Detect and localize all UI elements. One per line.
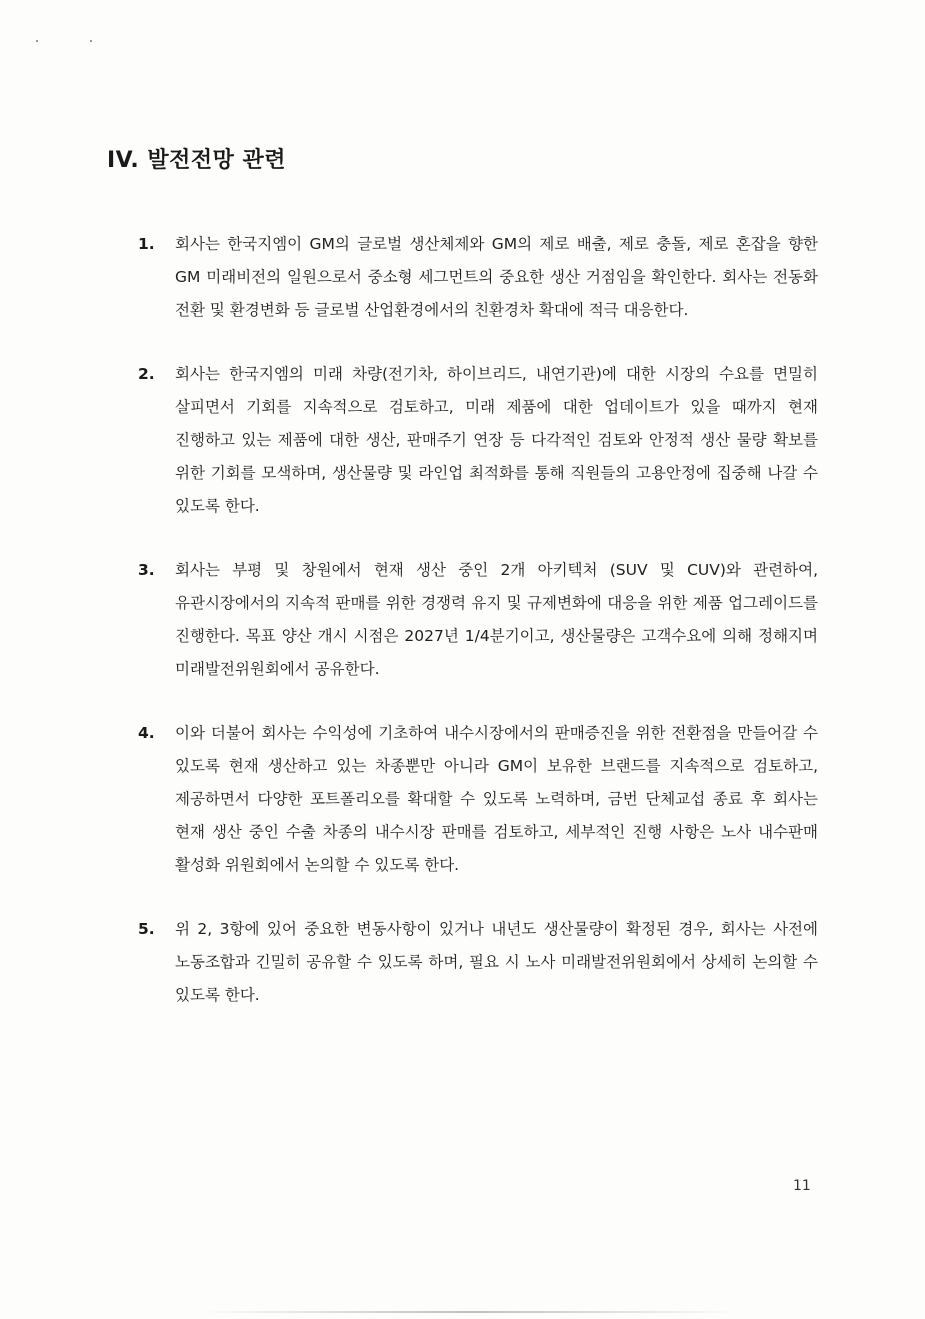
item-text: 이와 더불어 회사는 수익성에 기초하여 내수시장에서의 판매증진을 위한 전환점을 만들어갈 수 있도록 현재 생산하고 있는 차종뿐만 아니라 GM이 보유한 브랜드를 지속적으로 검토하고, 제공하면서 다양한 포트폴리오를 확대할 수 있도록 노력하며, 금번 단체교섭 종료 후 회사는 현재 생산 중인 수출 차종의 내수시장 판매를 검토하고, 세부적인 진행 사항은 노사 내수판매 활성화 위원회에서 논의할 수 있도록 한다. — [175, 724, 818, 874]
item-number: 1. — [138, 235, 155, 253]
list-item — [138, 913, 818, 1012]
item-list — [138, 228, 818, 1012]
scan-mark-dot — [90, 40, 92, 42]
scan-mark-dot — [36, 40, 38, 42]
item-text: 회사는 한국지엠이 GM의 글로벌 생산체제와 GM의 제로 배출, 제로 충돌, 제로 혼잡을 향한 GM 미래비전의 일원으로서 중소형 세그먼트의 중요한 생산 거점임을 확인한다. 회사는 전동화 전환 및 환경변화 등 글로벌 산업환경에서의 친환경차 확대에 적극 대응한다. — [175, 235, 818, 319]
item-text: 회사는 한국지엠의 미래 차량(전기차, 하이브리드, 내연기관)에 대한 시장의 수요를 면밀히 살피면서 기회를 지속적으로 검토하고, 미래 제품에 대한 업데이트가 있을 때까지 현재 진행하고 있는 제품에 대한 생산, 판매주기 연장 등 다각적인 검토와 안정적 생산 물량 확보를 위한 기회를 모색하며, 생산물량 및 라인업 최적화를 통해 직원들의 고용안정에 집중해 나갈 수 있도록 한다. — [175, 365, 818, 515]
item-number: 2. — [138, 365, 155, 383]
page-number: 11 — [793, 1178, 811, 1194]
section-title: IV. 발전전망 관련 — [107, 148, 287, 173]
list-item — [138, 358, 818, 523]
item-number: 4. — [138, 724, 155, 742]
item-text: 회사는 부평 및 창원에서 현재 생산 중인 2개 아키텍처 (SUV 및 CUV)와 관련하여, 유관시장에서의 지속적 판매를 위한 경쟁력 유지 및 규제변화에 대응을 위한 제품 업그레이드를 진행한다. 목표 양산 개시 시점은 2027년 1/4분기이고, 생산물량은 고객수요에 의해 정해지며 미래발전위원회에서 공유한다. — [175, 561, 818, 678]
list-item — [138, 717, 818, 882]
scan-marks — [36, 40, 96, 46]
item-text: 위 2, 3항에 있어 중요한 변동사항이 있거나 내년도 생산물량이 확정된 경우, 회사는 사전에 노동조합과 긴밀히 공유할 수 있도록 하며, 필요 시 노사 미래발전위원회에서 상세히 논의할 수 있도록 한다. — [175, 920, 818, 1004]
list-item — [138, 554, 818, 686]
list-item — [138, 228, 818, 327]
item-number: 3. — [138, 561, 155, 579]
item-number: 5. — [138, 920, 155, 938]
scan-bottom-edge — [200, 1311, 740, 1313]
